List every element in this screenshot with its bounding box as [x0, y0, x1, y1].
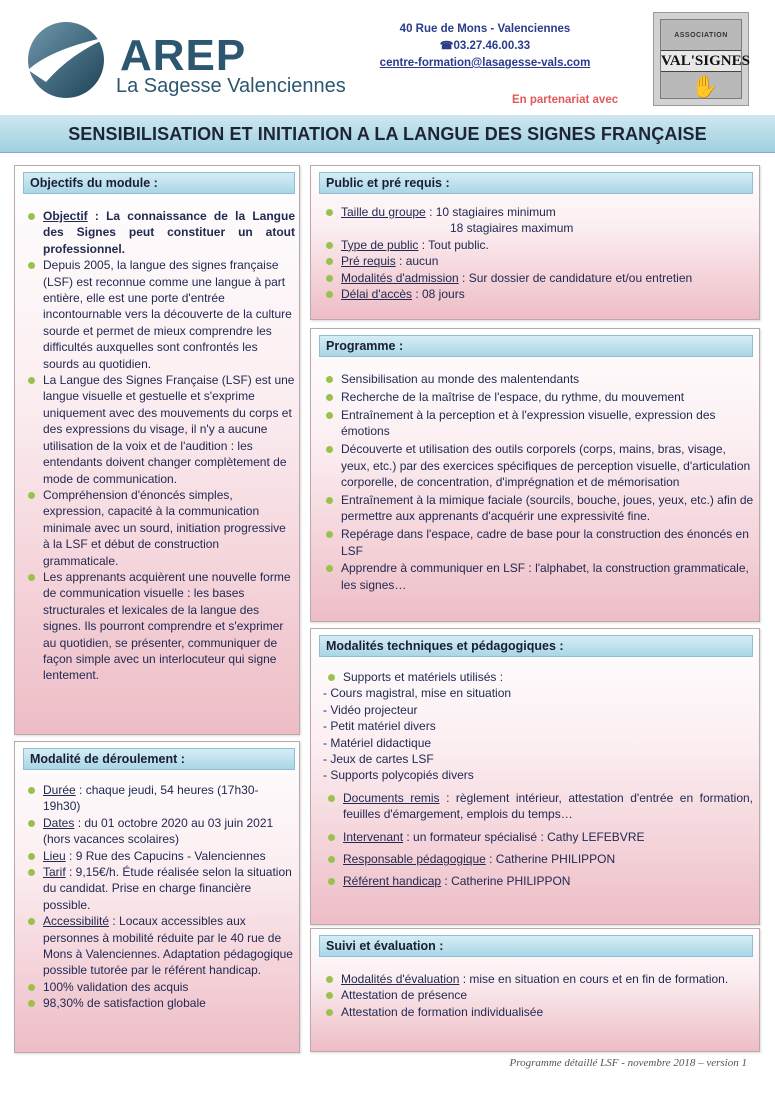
phone-number: 03.27.46.00.33 — [453, 40, 531, 52]
list-item: Attestation de formation individualisée — [325, 1004, 753, 1020]
item-label: Modalités d'évaluation — [341, 972, 460, 986]
list-item: Recherche de la maîtrise de l'espace, du rythme, du mouvement — [325, 389, 755, 405]
list-item: Depuis 2005, la langue des signes française (LSF) est reconnue comme une langue à part entière, elle est une porte d'entrée incontournable vers la découverte de la culture sourde et permet de mieux comprendre les difficultés auxquelles sont confrontés les sourds au quotidien. — [27, 257, 295, 372]
panel-public — [310, 165, 760, 320]
list-item: Entraînement à la mimique faciale (sourcils, bouche, joues, yeux, etc.) afin de permettre aux apprenants d'acquérir une expressivité fine. — [325, 492, 755, 525]
item-text-max: 18 stagiaires maximum — [450, 221, 574, 236]
list-item — [327, 790, 753, 823]
list-item — [327, 873, 753, 889]
item-label: Délai d'accès — [341, 287, 412, 302]
item-label: Pré requis — [341, 254, 396, 269]
support-item: - Matériel didactique — [323, 735, 432, 750]
list-item: Attestation de présence — [325, 987, 753, 1003]
partner-label: En partenariat avec — [512, 94, 619, 106]
list-item: Compréhension d'énoncés simples, expression, capacité à la communication minimale avec un sourd, initiation progressive à la LSF et début de construction grammaticale. — [27, 487, 295, 569]
panel-suivi — [310, 928, 760, 1052]
list-item: La Langue des Signes Française (LSF) est une langue visuelle et gestuelle et s'exprime uniquement avec des mouvements du corps et des expressions du visage, il n'y a aucune utilisation de la voix et de l'audition : les entendants doivent changer complètement de mode de communication. — [27, 372, 295, 487]
item-text: : chaque jeudi, 54 heures (17h30-19h30) — [43, 783, 259, 814]
item-text: : Sur dossier de candidature et/ou entretien — [458, 270, 693, 285]
item-label: Dates — [43, 815, 75, 830]
panel-programme — [310, 328, 760, 622]
item-text: : du 01 octobre 2020 au 03 juin 2021 (hors vacances scolaires) — [43, 815, 274, 847]
telephone-icon: ☎ — [439, 40, 454, 52]
item-text: : mise en situation en cours et en fin de formation. — [459, 972, 729, 986]
item-label: Tarif — [43, 865, 66, 880]
contact-block — [372, 21, 598, 72]
item-text: : 9 Rue des Capucins - Valenciennes — [65, 848, 266, 863]
programme-list — [325, 371, 755, 595]
support-item: - Jeux de cartes LSF — [323, 752, 434, 767]
item-text: : Locaux accessibles aux personnes à mobilité réduite par le 40 rue de Mons à Valenciennes. Adaptation pédagogique possible tutorée par le référent handicap. — [43, 914, 293, 978]
list-item — [27, 782, 295, 815]
item-label: Modalités d'admission — [341, 270, 459, 285]
list-item — [27, 864, 295, 913]
item-text: : La connaissance de la Langue des Signes peut constituer un atout professionnel. — [43, 209, 295, 256]
support-item: - Cours magistral, mise en situation — [323, 686, 512, 701]
email-link[interactable]: centre-formation@lasagesse-vals.com — [379, 57, 591, 69]
logo-brand: AREP — [120, 31, 247, 80]
support-item: - Petit matériel divers — [323, 719, 436, 734]
list-item — [327, 829, 753, 845]
partner-logo — [653, 12, 749, 106]
panel-techniques — [310, 628, 760, 925]
list-item — [325, 237, 753, 253]
partner-logo-text: VAL'SIGNES — [661, 50, 741, 72]
techniques-list — [323, 669, 753, 890]
list-item — [327, 851, 753, 867]
item-label: Référent handicap — [343, 874, 442, 889]
logo-subtitle: La Sagesse Valenciennes — [116, 75, 346, 97]
item-text: : 08 jours — [412, 287, 465, 302]
modalite-list — [27, 782, 295, 1012]
partner-logo-frame — [660, 19, 750, 99]
item-label: Durée — [43, 783, 76, 797]
list-item: Apprendre à communiquer en LSF : l'alphabet, la construction grammaticale, les signes… — [325, 560, 755, 593]
list-item: 98,30% de satisfaction globale — [27, 995, 295, 1011]
page-title: SENSIBILISATION ET INITIATION A LA LANGUE DES SIGNES FRANÇAISE — [68, 124, 707, 144]
panel-modalite — [14, 741, 300, 1053]
list-item — [27, 815, 295, 848]
list-item — [27, 848, 295, 864]
list-item: Découverte et utilisation des outils corporels (corps, mains, bras, visage, yeux, etc.) par des exercices spécifiques de perception visuelle, d'articulation corporelle, de concentration, d'imprégnation et de mémorisation — [325, 441, 755, 490]
item-text: : 10 stagiaires minimum — [425, 205, 556, 219]
phone-line — [372, 38, 598, 55]
item-text: : 9,15€/h. Étude réalisée selon la situation du candidat. Prise en charge financière possible. — [43, 865, 292, 912]
public-list — [325, 204, 753, 302]
item-text: : aucun — [395, 254, 439, 269]
list-item: Sensibilisation au monde des malentendants — [325, 371, 755, 387]
item-label: Objectif — [43, 209, 88, 223]
arep-logo-mark-icon — [22, 18, 114, 108]
list-item: Repérage dans l'espace, cadre de base pour la construction des énoncés en LSF — [325, 526, 755, 559]
item-text: : Catherine PHILIPPON — [485, 852, 616, 867]
panel-heading: Modalités techniques et pédagogiques : — [319, 635, 753, 657]
list-item: Entraînement à la perception et à l'expression visuelle, expression des émotions — [325, 407, 755, 440]
list-item — [325, 971, 753, 987]
list-item — [325, 286, 753, 302]
suivi-list — [325, 971, 753, 1020]
item-text: : Tout public. — [418, 237, 489, 252]
panel-heading: Suivi et évaluation : — [319, 935, 753, 957]
item-label: Responsable pédagogique — [343, 852, 486, 867]
panel-objectifs — [14, 165, 300, 735]
panel-heading: Public et pré requis : — [319, 172, 753, 194]
item-text: : Catherine PHILIPPON — [441, 874, 571, 889]
list-item — [325, 270, 753, 286]
item-label: Documents remis — [343, 790, 440, 805]
list-item — [325, 253, 753, 269]
list-item — [27, 913, 295, 979]
arep-logo — [22, 18, 367, 108]
footer-note: Programme détaillé LSF - novembre 2018 – version 1 — [509, 1057, 747, 1069]
item-text: : règlement intérieur, attestation d'entrée en formation, feuilles d'émargement, emplois du temps… — [343, 790, 753, 822]
hand-icon: ✋ — [691, 74, 719, 99]
support-item: - Vidéo projecteur — [323, 702, 418, 717]
list-item — [325, 204, 753, 237]
list-item: 100% validation des acquis — [27, 979, 295, 995]
partner-logo-small: ASSOCIATION — [674, 32, 728, 39]
item-label: Intervenant — [343, 829, 404, 844]
item-label: Taille du groupe — [341, 205, 426, 219]
list-item — [27, 208, 295, 257]
address: 40 Rue de Mons - Valenciennes — [399, 23, 571, 35]
list-item: Supports et matériels utilisés : — [327, 669, 753, 685]
item-label: Accessibilité — [43, 914, 110, 929]
list-item: Les apprenants acquièrent une nouvelle forme de communication visuelle : les bases structurales et lexicales de la langue des signes. Ils pourront comprendre et s'exprimer au quotidien, se présenter, communiquer de façon simple avec un interlocuteur qui signe lentement. — [27, 569, 295, 684]
panel-heading: Modalité de déroulement : — [23, 748, 295, 770]
item-label: Type de public — [341, 237, 419, 252]
support-item: - Supports polycopiés divers — [323, 768, 474, 783]
panel-heading: Programme : — [319, 335, 753, 357]
title-banner — [0, 115, 775, 153]
objectifs-list — [27, 208, 295, 684]
item-text: : un formateur spécialisé : Cathy LEFEBVRE — [403, 829, 645, 844]
panel-heading: Objectifs du module : — [23, 172, 295, 194]
item-label: Lieu — [43, 848, 66, 863]
